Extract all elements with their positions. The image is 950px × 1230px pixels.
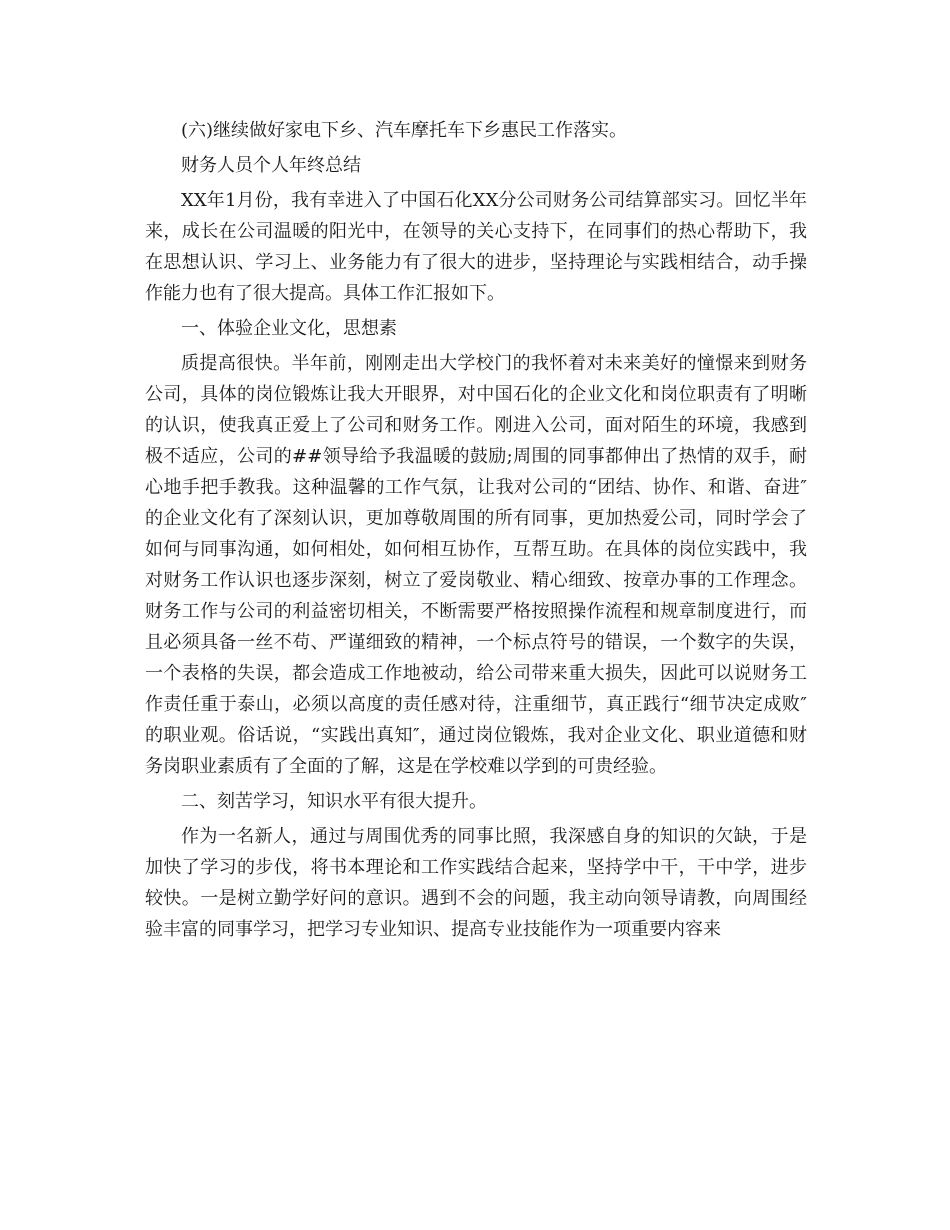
intro-paragraph: XX年1月份，我有幸进入了中国石化XX分公司财务公司结算部实习。回忆半年来，成长在公司温暖的阳光中，在领导的关心支持下，在同事们的热心帮助下，我在思想认识、学习上、业务能力有了很大的进步，坚持理论与实践相结合，动手操作能力也有了很大提高。具体工作汇报如下。 [145, 190, 807, 304]
section-heading-1: 一、体验企业文化，思想素 [181, 318, 397, 339]
section-heading-2: 二、刻苦学习，知识水平有很大提升。 [181, 791, 487, 812]
document-title: 财务人员个人年终总结 [181, 155, 361, 176]
document-body [145, 115, 807, 949]
section-2-paragraph: 作为一名新人，通过与周围优秀的同事比照，我深感自身的知识的欠缺，于是加快了学习的步伐，将书本理论和工作实践结合起来，坚持学中干，干中学，进步较快。一是树立勤学好问的意识。遇到不会的问题，我主动向领导请教，向周围经验丰富的同事学习，把学习专业知识、提高专业技能作为一项重要内容来 [145, 826, 807, 940]
section-1-paragraph: 质提高很快。半年前，刚刚走出大学校门的我怀着对未来美好的憧憬来到财务公司，具体的岗位锻炼让我大开眼界，对中国石化的企业文化和岗位职责有了明晰的认识，使我真正爱上了公司和财务工作。刚进入公司，面对陌生的环境，我感到极不适应，公司的##领导给予我温暖的鼓励;周围的同事都伸出了热情的双手，耐心地手把手教我。这种温馨的工作气氛，让我对公司的“团结、协作、和谐、奋进″的企业文化有了深刻认识，更加尊敬周围的所有同事，更加热爱公司，同时学会了如何与同事沟通，如何相处，如何相互协作，互帮互助。在具体的岗位实践中，我对财务工作认识也逐步深刻，树立了爱岗敬业、精心细致、按章办事的工作理念。财务工作与公司的利益密切相关，不断需要严格按照操作流程和规章制度进行，而且必须具备一丝不苟、严谨细致的精神，一个标点符号的错误，一个数字的失误，一个表格的失误，都会造成工作地被动，给公司带来重大损失，因此可以说财务工作责任重于泰山，必须以高度的责任感对待，注重细节，真正践行“细节决定成败″的职业观。俗话说，“实践出真知″，通过岗位锻炼，我对企业文化、职业道德和财务岗职业素质有了全面的了解，这是在学校难以学到的可贵经验。 [145, 353, 807, 777]
list-item-six: (六)继续做好家电下乡、汽车摩托车下乡惠民工作落实。 [181, 120, 628, 141]
